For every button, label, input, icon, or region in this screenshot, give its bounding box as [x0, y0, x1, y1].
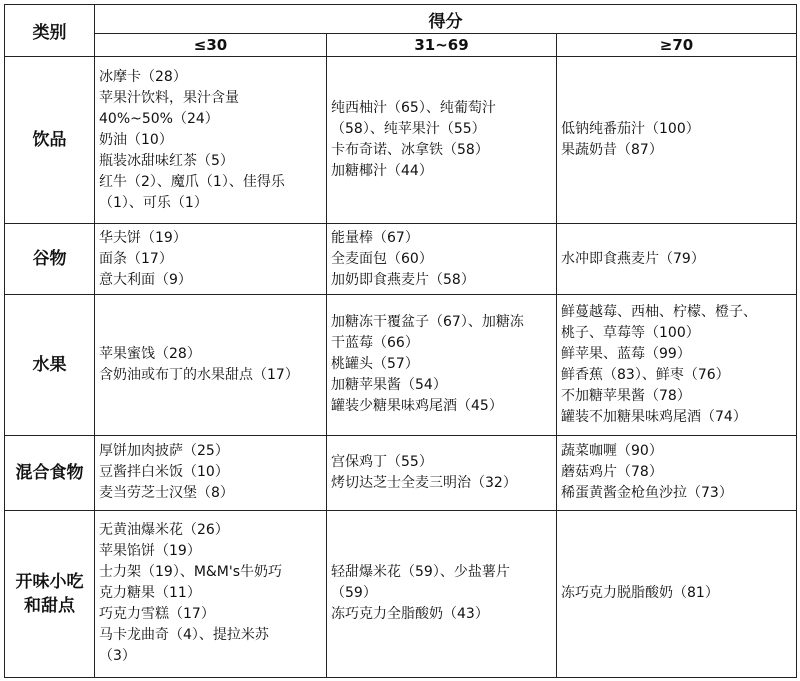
food-item-line: 能量棒（67）: [331, 229, 419, 246]
food-item-line: 红牛（2）、魔爪（1）、佳得乐: [99, 173, 285, 190]
score-cell-low: [95, 436, 327, 511]
food-item-line: 不加糖苹果酱（78）: [561, 387, 691, 404]
food-item-line: 低钠纯番茄汁（100）: [561, 121, 700, 138]
food-item-line: 纯西柚汁（65）、纯葡萄汁: [331, 100, 496, 117]
food-item-line: 瓶装冰甜味红茶（5）: [99, 152, 234, 169]
row-category: 谷物: [5, 224, 95, 295]
score-cell-mid: [327, 57, 557, 224]
food-item-line: 罐装少糖果味鸡尾酒（45）: [331, 398, 503, 415]
table-row: [5, 436, 797, 511]
score-cell-low: [95, 294, 327, 435]
score-cell-high: [557, 436, 797, 511]
food-item-line: 士力架（19）、M&M's牛奶巧: [99, 564, 283, 581]
food-item-line: 稀蛋黄酱金枪鱼沙拉（73）: [561, 485, 733, 502]
food-item-line: 冻巧克力全脂酸奶（43）: [331, 606, 489, 623]
food-item-line: 巧克力雪糕（17）: [99, 606, 215, 623]
score-cell-high: [557, 57, 797, 224]
food-item-line: 果蔬奶昔（87）: [561, 142, 663, 159]
score-cell-mid: [327, 224, 557, 295]
range-header-high: ≥70: [557, 34, 797, 57]
food-item-line: 加奶即食燕麦片（58）: [331, 271, 475, 288]
row-category: 混合食物: [5, 436, 95, 511]
food-item-line: 加糖苹果酱（54）: [331, 377, 447, 394]
range-header-low: ≤30: [95, 34, 327, 57]
table-body: [5, 57, 797, 678]
food-item-line: 华夫饼（19）: [99, 229, 187, 246]
food-item-line: 鲜蔓越莓、西柚、柠檬、橙子、: [561, 303, 757, 320]
category-line: 开味小吃: [15, 571, 84, 592]
row-category: 水果: [5, 294, 95, 435]
food-item-line: 烤切达芝士全麦三明治（32）: [331, 474, 517, 491]
food-item-line: 厚饼加肉披萨（25）: [99, 443, 229, 460]
food-item-line: （59）: [331, 585, 377, 602]
food-item-line: 含奶油或布丁的水果甜点（17）: [99, 366, 299, 383]
food-item-line: 桃罐头（57）: [331, 356, 419, 373]
food-item-line: 苹果馅饼（19）: [99, 543, 201, 560]
food-item-line: 加糖冻干覆盆子（67）、加糖冻: [331, 314, 524, 331]
food-item-line: 鲜香蕉（83）、鲜枣（76）: [561, 366, 730, 383]
score-table: [4, 4, 797, 678]
food-item-line: 面条（17）: [99, 250, 173, 267]
score-cell-high: [557, 510, 797, 677]
category-line: 和甜点: [24, 595, 75, 616]
header-row-score: [5, 5, 797, 34]
food-item-line: 克力糖果（11）: [99, 585, 201, 602]
score-cell-mid: [327, 436, 557, 511]
score-cell-high: [557, 224, 797, 295]
score-cell-low: [95, 510, 327, 677]
score-cell-low: [95, 57, 327, 224]
food-item-line: 麦当劳芝士汉堡（8）: [99, 485, 234, 502]
food-item-line: （1）、可乐（1）: [99, 194, 208, 211]
food-item-line: 蔬菜咖喱（90）: [561, 443, 663, 460]
food-item-line: 蘑菇鸡片（78）: [561, 464, 663, 481]
food-item-line: 鲜苹果、蓝莓（99）: [561, 345, 691, 362]
food-item-line: 轻甜爆米花（59）、少盐薯片: [331, 564, 510, 581]
row-category: 饮品: [5, 57, 95, 224]
table-row: [5, 224, 797, 295]
food-item-line: 水冲即食燕麦片（79）: [561, 250, 705, 267]
score-cell-mid: [327, 510, 557, 677]
score-cell-low: [95, 224, 327, 295]
food-item-line: 桃子、草莓等（100）: [561, 324, 700, 341]
score-cell-high: [557, 294, 797, 435]
food-item-line: 全麦面包（60）: [331, 250, 433, 267]
category-header: 类别: [5, 5, 95, 57]
food-item-line: 卡布奇诺、冰拿铁（58）: [331, 142, 489, 159]
food-item-line: 40%~50%（24）: [99, 110, 219, 127]
food-item-line: 加糖椰汁（44）: [331, 163, 433, 180]
food-item-line: 冻巧克力脱脂酸奶（81）: [561, 585, 719, 602]
food-item-line: 宫保鸡丁（55）: [331, 453, 433, 470]
header-row-ranges: [5, 34, 797, 57]
food-item-line: （3）: [99, 648, 136, 665]
row-category: [5, 510, 95, 677]
food-item-line: 罐装不加糖果味鸡尾酒（74）: [561, 408, 747, 425]
score-cell-mid: [327, 294, 557, 435]
food-item-line: 无黄油爆米花（26）: [99, 522, 229, 539]
food-item-line: 干蓝莓（66）: [331, 335, 419, 352]
food-item-line: 奶油（10）: [99, 131, 173, 148]
food-item-line: 冰摩卡（28）: [99, 68, 187, 85]
table-row: [5, 510, 797, 677]
food-item-line: 豆酱拌白米饭（10）: [99, 464, 229, 481]
food-item-line: （58）、纯苹果汁（55）: [331, 121, 486, 138]
table-row: [5, 57, 797, 224]
food-item-line: 意大利面（9）: [99, 271, 192, 288]
food-item-line: 苹果汁饮料，果汁含量: [99, 89, 239, 106]
table-row: [5, 294, 797, 435]
food-item-line: 马卡龙曲奇（4）、提拉米苏: [99, 627, 269, 644]
score-header: 得分: [95, 5, 797, 34]
range-header-mid: 31~69: [327, 34, 557, 57]
food-item-line: 苹果蜜饯（28）: [99, 345, 201, 362]
